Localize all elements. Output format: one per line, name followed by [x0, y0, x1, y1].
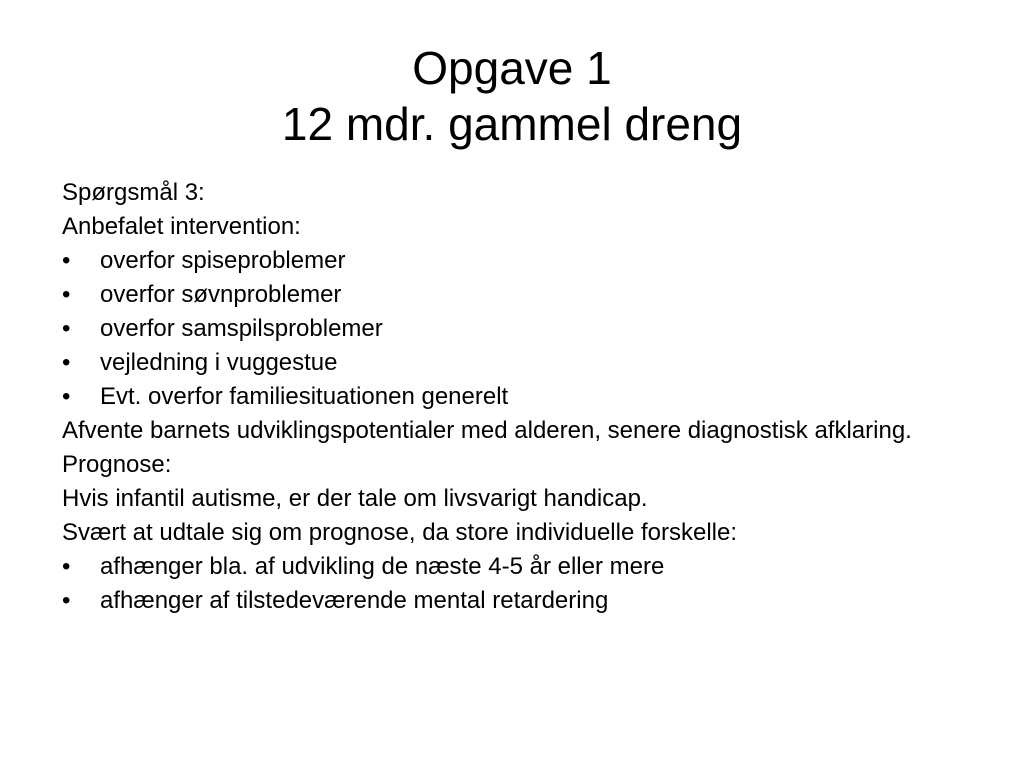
- bullet-dot-icon: •: [62, 553, 71, 580]
- bullet-text: afhænger af tilstedeværende mental retardering: [100, 587, 609, 614]
- body-line-prognosis-heading: Prognose:: [62, 451, 172, 478]
- bullet-item: [62, 554, 962, 580]
- title-line-2: 12 mdr. gammel dreng: [281, 98, 743, 150]
- title-line-1: Opgave 1: [412, 42, 612, 94]
- bullet-text: overfor samspilsproblemer: [100, 315, 383, 342]
- bullet-dot-icon: •: [62, 383, 71, 410]
- bullet-item: [62, 588, 962, 614]
- body-line-await: Afvente barnets udviklingspotentialer med alderen, senere diagnostisk afklaring.: [62, 417, 912, 444]
- bullet-dot-icon: •: [62, 247, 71, 274]
- body-line-intervention-heading: Anbefalet intervention:: [62, 213, 301, 240]
- bullet-item: [62, 384, 962, 410]
- bullet-text: afhænger bla. af udvikling de næste 4-5 år eller mere: [100, 553, 665, 580]
- bullet-item: [62, 350, 962, 376]
- bullet-text: overfor spiseproblemer: [100, 247, 346, 274]
- bullet-dot-icon: •: [62, 315, 71, 342]
- bullet-item: [62, 248, 962, 274]
- bullet-dot-icon: •: [62, 281, 71, 308]
- bullet-item: [62, 316, 962, 342]
- bullet-dot-icon: •: [62, 349, 71, 376]
- body-line-question: Spørgsmål 3:: [62, 179, 205, 206]
- bullet-dot-icon: •: [62, 587, 71, 614]
- bullet-text: Evt. overfor familiesituationen generelt: [100, 383, 509, 410]
- body-line-autism: Hvis infantil autisme, er der tale om livsvarigt handicap.: [62, 485, 648, 512]
- slide-title: [0, 40, 1024, 152]
- slide-body: [62, 180, 962, 622]
- body-line-difficult: Svært at udtale sig om prognose, da store individuelle forskelle:: [62, 519, 738, 546]
- bullet-item: [62, 282, 962, 308]
- bullet-text: overfor søvnproblemer: [100, 281, 342, 308]
- bullet-text: vejledning i vuggestue: [100, 349, 338, 376]
